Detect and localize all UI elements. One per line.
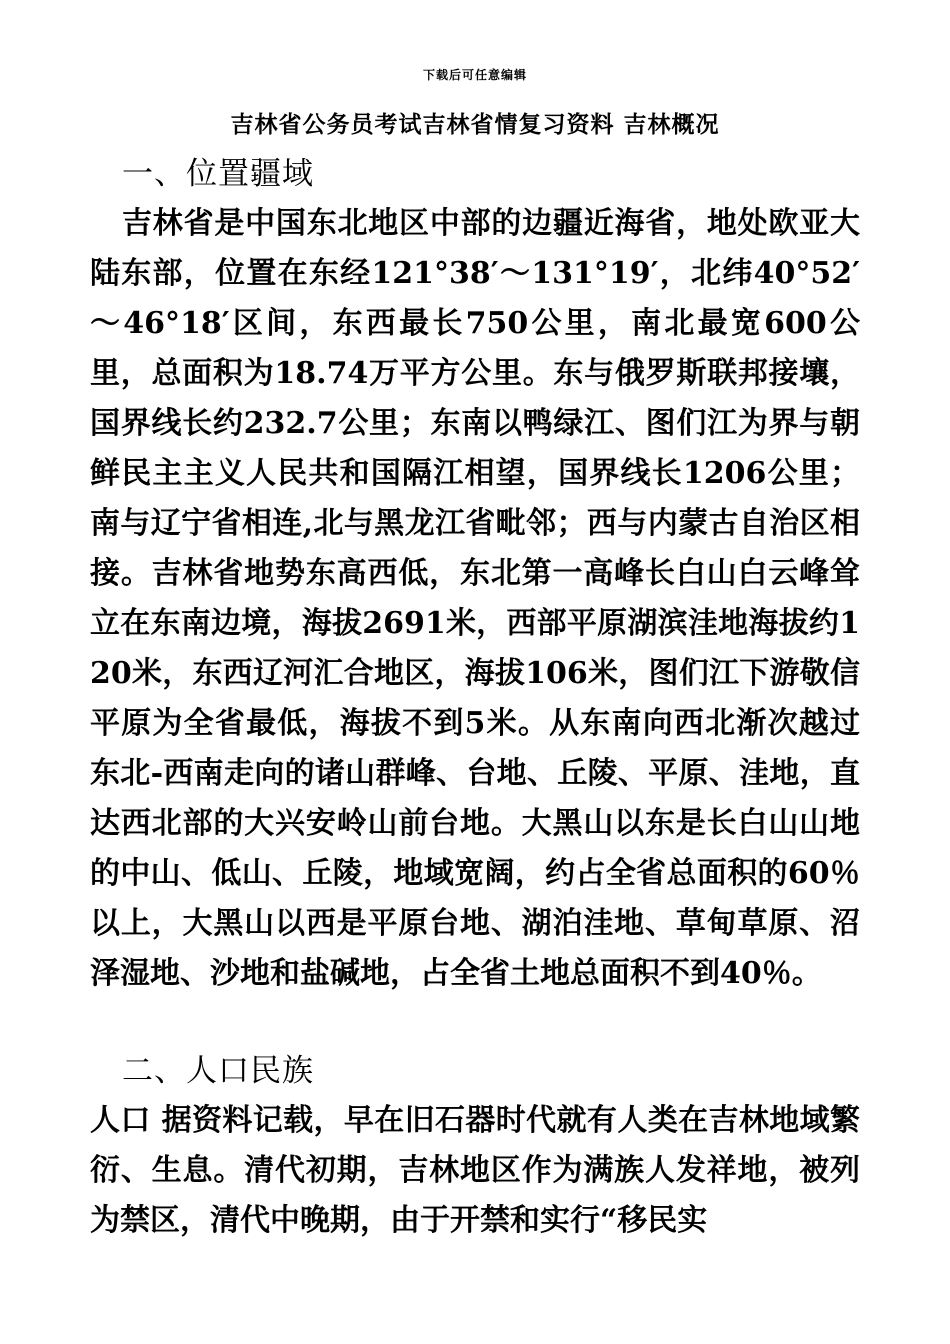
section-paragraph-location: 吉林省是中国东北地区中部的边疆近海省，地处欧亚大陆东部，位置在东经121°38′～131°19′，北纬40°52′～46°18′区间，东西最长750公里，南北最宽600公里，总面积为18.74万平方公里。东与俄罗斯联邦接壤，国界线长约232.7公里；东南以鸭绿江、图们江为界与朝鲜民主主义人民共和国隔江相望，国界线长1206公里；南与辽宁省相连,北与黑龙江省毗邻；西与内蒙古自治区相接。吉林省地势东高西低，东北第一高峰长白山白云峰耸立在东南边境，海拔2691米，西部平原湖滨洼地海拔约120米，东西辽河汇合地区，海拔106米，图们江下游敬信平原为全省最低，海拔不到5米。从东南向西北渐次越过东北-西南走向的诸山群峰、台地、丘陵、平原、洼地，直达西北部的大兴安岭山前台地。大黑山以东是长白山山地的中山、低山、丘陵，地域宽阔，约占全省总面积的60％以上，大黑山以西是平原台地、湖泊洼地、草甸草原、沼泽湿地、沙地和盐碱地，占全省土地总面积不到40％。 <box>90 206 860 991</box>
section-paragraph-population: 人口 据资料记载，早在旧石器时代就有人类在吉林地域繁衍、生息。清代初期，吉林地区作为满族人发祥地，被列为禁区，清代中晚期，由于开禁和实行“移民实 <box>90 1103 860 1238</box>
section-heading-population: 二、人口民族 <box>122 1053 314 1089</box>
header-note: 下载后可任意编辑 <box>422 68 527 82</box>
document-title: 吉林省公务员考试吉林省情复习资料 吉林概况 <box>230 111 720 138</box>
section-heading-location: 一、位置疆域 <box>122 156 314 192</box>
